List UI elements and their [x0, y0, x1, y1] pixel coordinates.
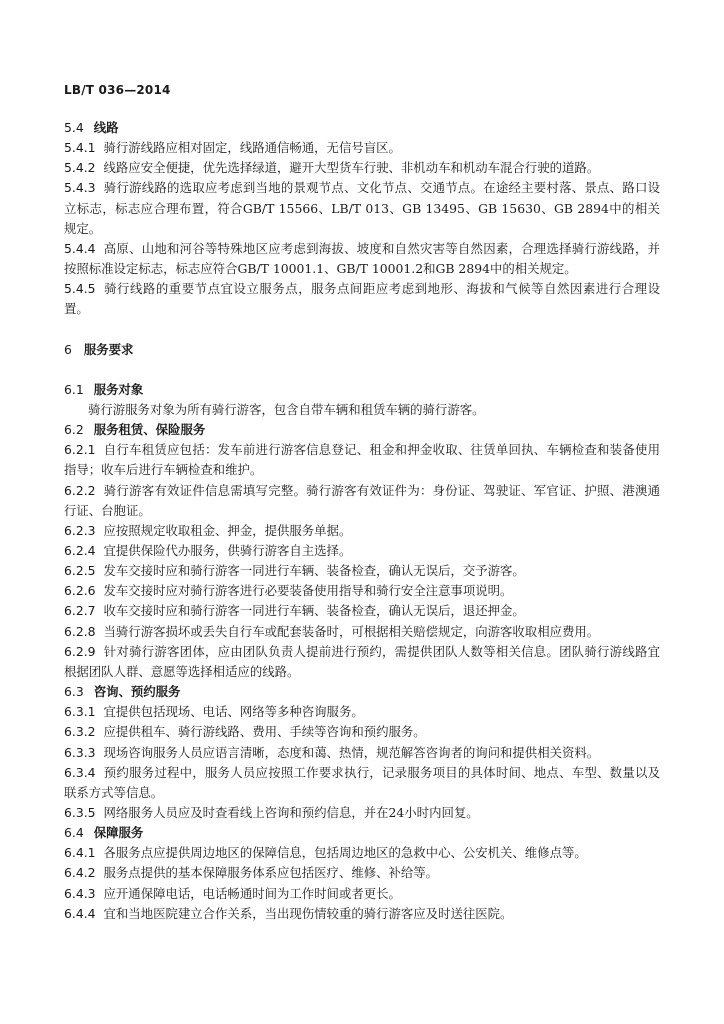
- section-heading-6-3: 6.3 咨询、预约服务: [64, 684, 181, 700]
- clause-6-1-text: 骑行游服务对象为所有骑行游客，包含自带车辆和租赁车辆的骑行游客。: [88, 401, 485, 417]
- document-body: [64, 118, 660, 924]
- clause-6-2-8: 6.2.8 当骑行游客损坏或丢失自行车或配套装备时，可根据相关赔偿规定，向游客收取相应费用。: [64, 623, 600, 639]
- chapter-heading-6: 6 服务要求: [64, 341, 134, 357]
- clause-6-2-2: 6.2.2 骑行游客有效证件信息需填写完整。骑行游客有效证件为：身份证、驾驶证、军官证、护照、港澳通行证、台胞证。: [64, 482, 660, 518]
- clause-6-4-1: 6.4.1 各服务点应提供周边地区的保障信息，包括周边地区的急救中心、公安机关、维修点等。: [64, 845, 587, 861]
- clause-5-4-4: 5.4.4 高原、山地和河谷等特殊地区应考虑到海拔、坡度和自然灾害等自然因素，合理选择骑行游线路，并按照标准设定标志，标志应符合GB/T 10001.1、GB/T 10001.2和GB 2894中的相关规定。: [64, 240, 660, 277]
- clause-6-4-4: 6.4.4 宜和当地医院建立合作关系，当出现伤情较重的骑行游客应及时送往医院。: [64, 905, 513, 921]
- clause-5-4-1: 5.4.1 骑行游线路应相对固定，线路通信畅通，无信号盲区。: [64, 140, 401, 156]
- clause-5-4-2: 5.4.2 线路应安全便捷，优先选择绿道，避开大型货车行驶、非机动车和机动车混合行驶的道路。: [64, 160, 600, 176]
- spacer: [64, 320, 660, 340]
- clause-6-2-6: 6.2.6 发车交接时应对骑行游客进行必要装备使用指导和骑行安全注意事项说明。: [64, 583, 513, 599]
- clause-6-3-2: 6.3.2 应提供租车、骑行游线路、费用、手续等咨询和预约服务。: [64, 724, 426, 740]
- clause-6-3-3: 6.3.3 现场咨询服务人员应语言清晰，态度和蔼、热情，规范解答咨询者的询问和提供相关资料。: [64, 744, 600, 760]
- spacer: [64, 360, 660, 380]
- clause-6-3-1: 6.3.1 宜提供包括现场、电话、网络等多种咨询服务。: [64, 704, 364, 720]
- section-heading-6-1: 6.1 服务对象: [64, 381, 144, 397]
- standard-code: LB/T 036—2014: [64, 83, 171, 97]
- clause-6-4-2: 6.4.2 服务点提供的基本保障服务体系应包括医疗、维修、补给等。: [64, 865, 439, 881]
- clause-6-4-3: 6.4.3 应开通保障电话，电话畅通时间为工作时间或者更长。: [64, 885, 401, 901]
- clause-5-4-5: 5.4.5 骑行线路的重要节点宜设立服务点，服务点间距应考虑到地形、海拔和气候等自然因素进行合理设置。: [64, 281, 660, 317]
- clause-6-2-3: 6.2.3 应按照规定收取租金、押金，提供服务单据。: [64, 522, 352, 538]
- clause-5-4-3: 5.4.3 骑行游线路的选取应考虑到当地的景观节点、文化节点、交通节点。在途经主要村落、景点、路口设立标志，标志应合理布置，符合GB/T 15566、LB/T 013、GB 13495、GB 15630、GB 2894中的相关规定。: [64, 180, 660, 236]
- section-heading-5-4: 5.4 线路: [64, 120, 119, 135]
- clause-6-3-5: 6.3.5 网络服务人员应及时查看线上咨询和预约信息，并在24小时内回复。: [64, 805, 479, 820]
- clause-6-2-7: 6.2.7 收车交接时应和骑行游客一同进行车辆、装备检查，确认无误后，退还押金。: [64, 603, 525, 619]
- section-heading-6-4: 6.4 保障服务: [64, 825, 144, 841]
- clause-6-2-9: 6.2.9 针对骑行游客团体，应由团队负责人提前进行预约，需提供团队人数等相关信息。团队骑行游线路宜根据团队人群、意愿等选择相适应的线路。: [64, 643, 660, 679]
- section-heading-6-2: 6.2 服务租赁、保险服务: [64, 422, 206, 438]
- clause-6-2-5: 6.2.5 发车交接时应和骑行游客一同进行车辆、装备检查，确认无误后，交予游客。: [64, 563, 525, 579]
- clause-6-3-4: 6.3.4 预约服务过程中，服务人员应按照工作要求执行，记录服务项目的具体时间、地点、车型、数量以及联系方式等信息。: [64, 764, 660, 800]
- clause-6-2-4: 6.2.4 宜提供保险代办服务，供骑行游客自主选择。: [64, 542, 352, 558]
- clause-6-2-1: 6.2.1 自行车租赁应包括：发车前进行游客信息登记、租金和押金收取、往赁单回执、车辆检查和装备使用指导；收车后进行车辆检查和维护。: [64, 442, 660, 478]
